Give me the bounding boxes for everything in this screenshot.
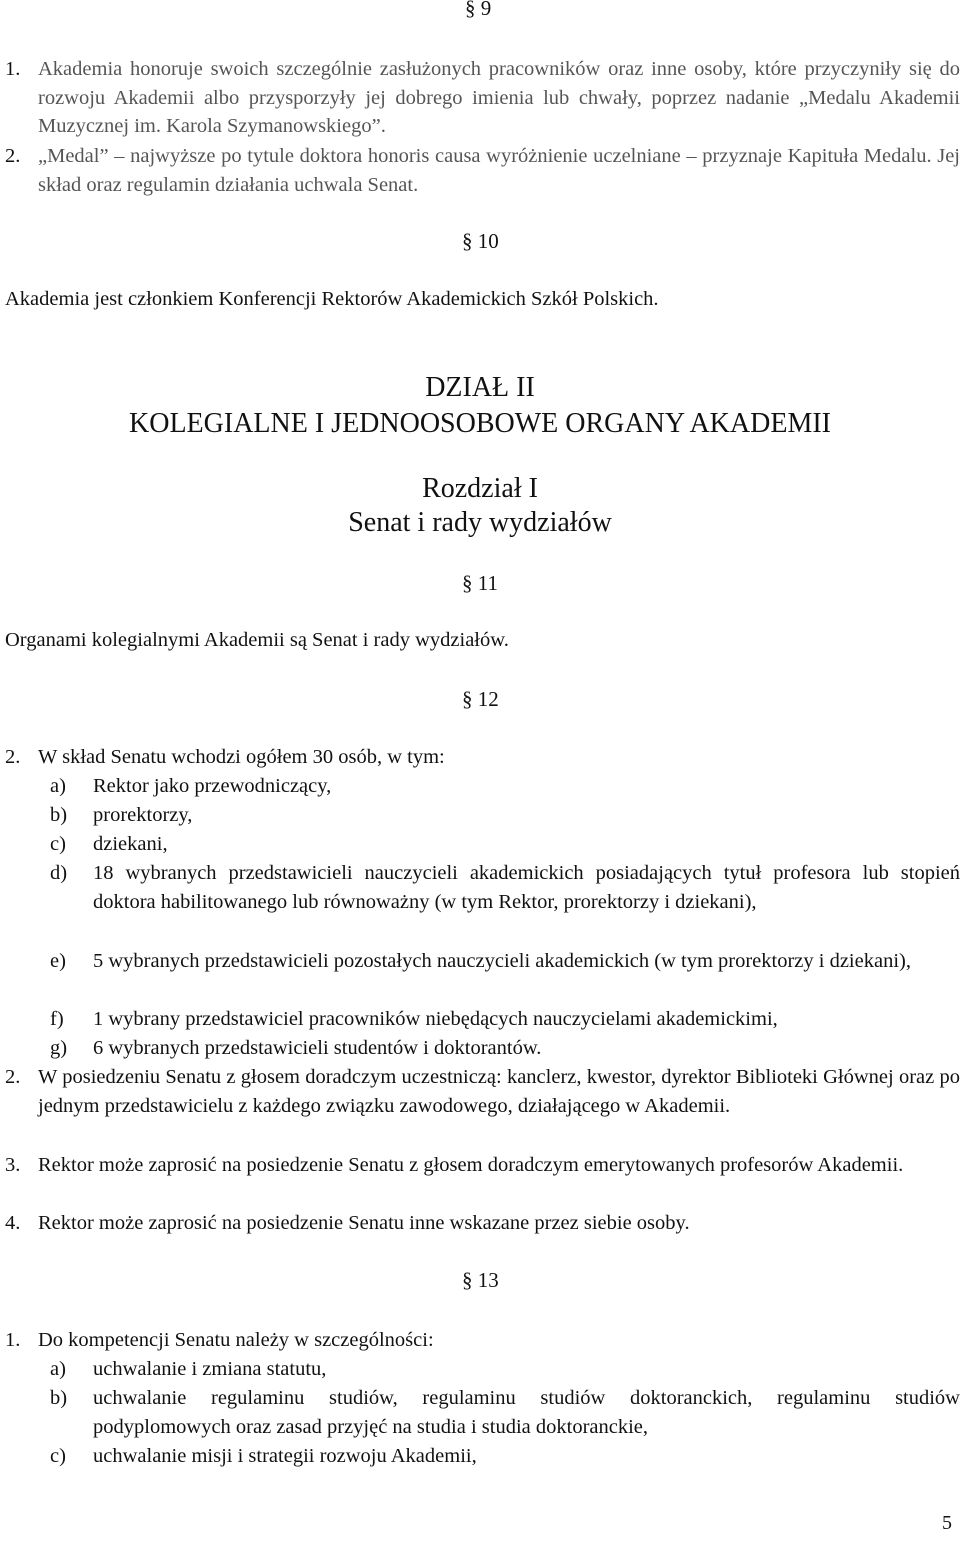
s12-sub-b bbox=[50, 801, 960, 830]
sub-label: a) bbox=[50, 1358, 66, 1380]
sub-text: uchwalanie i zmiana statutu, bbox=[93, 1358, 327, 1380]
s13-sub-a bbox=[50, 1355, 960, 1384]
item-number: 2. bbox=[5, 145, 21, 167]
s12-sub-f bbox=[50, 1005, 960, 1034]
section-12-heading: § 12 bbox=[462, 687, 499, 711]
sub-label: c) bbox=[50, 833, 66, 855]
sub-label: f) bbox=[50, 1008, 64, 1030]
item-text: W posiedzeniu Senatu z głosem doradczym uczestniczą: kanclerz, kwestor, dyrektor Biblioteki Głównej oraz po jednym przedstawicielu z każdego związku zawodowego, działającego w Akademii. bbox=[38, 1066, 960, 1117]
s13-sub-c bbox=[50, 1442, 960, 1471]
s9-item-1 bbox=[5, 55, 960, 141]
sub-label: e) bbox=[50, 950, 66, 972]
chapter-title: Senat i rady wydziałów bbox=[348, 507, 612, 538]
item-number: 3. bbox=[5, 1154, 21, 1176]
s12-sub-e bbox=[50, 947, 960, 976]
page-number: 5 bbox=[942, 1512, 952, 1534]
sub-text: uchwalanie misji i strategii rozwoju Akademii, bbox=[93, 1445, 477, 1467]
item-number: 1. bbox=[5, 58, 21, 80]
sub-text: 1 wybrany przedstawiciel pracowników niebędących nauczycielami akademickimi, bbox=[93, 1008, 778, 1030]
item-text: „Medal” – najwyższe po tytule doktora honoris causa wyróżnienie uczelniane – przyznaje Kapituła Medalu. Jej skład oraz regulamin działania uchwala Senat. bbox=[38, 145, 960, 196]
s12-item-3 bbox=[5, 1151, 960, 1180]
s12-sub-d bbox=[50, 859, 960, 917]
section-13-heading: § 13 bbox=[462, 1268, 499, 1292]
sub-label: b) bbox=[50, 804, 68, 826]
section-9-heading: § 9 bbox=[465, 0, 492, 20]
item-number: 2. bbox=[5, 1066, 21, 1088]
section-10-heading: § 10 bbox=[462, 229, 499, 253]
s12-sub-g bbox=[50, 1034, 960, 1063]
chapter-label: Rozdział I bbox=[422, 473, 538, 504]
sub-text: prorektorzy, bbox=[93, 804, 193, 826]
sub-text: Rektor jako przewodniczący, bbox=[93, 775, 332, 797]
s12-sub-a bbox=[50, 772, 960, 801]
s10-paragraph: Akademia jest członkiem Konferencji Rektorów Akademickich Szkół Polskich. bbox=[5, 288, 659, 310]
sub-text: 5 wybranych przedstawicieli pozostałych nauczycieli akademickich (w tym prorektorzy i dziekani), bbox=[93, 950, 911, 972]
sub-text: uchwalanie regulaminu studiów, regulaminu studiów doktoranckich, regulaminu studiów podyplomowych oraz zasad przyjęć na studia i studia doktoranckie, bbox=[93, 1387, 960, 1438]
s12-item-4 bbox=[5, 1209, 960, 1238]
s12-sub-c bbox=[50, 830, 960, 859]
s13-item-1 bbox=[5, 1326, 960, 1355]
sub-text: 6 wybranych przedstawicieli studentów i doktorantów. bbox=[93, 1037, 542, 1059]
s11-paragraph: Organami kolegialnymi Akademii są Senat i rady wydziałów. bbox=[5, 629, 509, 651]
s9-item-2 bbox=[5, 142, 960, 199]
item-number: 2. bbox=[5, 746, 21, 768]
sub-label: b) bbox=[50, 1387, 68, 1409]
s13-sub-b bbox=[50, 1384, 960, 1442]
item-number: 1. bbox=[5, 1329, 21, 1351]
item-text: W skład Senatu wchodzi ogółem 30 osób, w tym: bbox=[38, 746, 445, 768]
s12-item-2 bbox=[5, 1063, 960, 1120]
item-text: Akademia honoruje swoich szczególnie zasłużonych pracowników oraz inne osoby, które przyczyniły się do rozwoju Akademii albo przysporzyły jej dobrego imienia lub chwały, poprzez nadanie „Medalu Akademii Muzycznej im. Karola Szymanowskiego”. bbox=[38, 58, 960, 138]
sub-text: 18 wybranych przedstawicieli nauczycieli akademickich posiadających tytuł profesora lub stopień doktora habilitowanego lub równoważny (w tym Rektor, prorektorzy i dziekani), bbox=[93, 862, 960, 913]
s12-item-1 bbox=[5, 743, 960, 772]
section-11-heading: § 11 bbox=[462, 571, 498, 595]
sub-label: a) bbox=[50, 775, 66, 797]
item-text: Do kompetencji Senatu należy w szczególności: bbox=[38, 1329, 434, 1351]
item-text: Rektor może zaprosić na posiedzenie Senatu z głosem doradczym emerytowanych profesorów Akademii. bbox=[38, 1154, 904, 1176]
sub-text: dziekani, bbox=[93, 833, 168, 855]
sub-label: d) bbox=[50, 862, 68, 884]
division-title: KOLEGIALNE I JEDNOOSOBOWE ORGANY AKADEMII bbox=[129, 408, 831, 439]
sub-label: c) bbox=[50, 1445, 66, 1467]
sub-label: g) bbox=[50, 1037, 68, 1059]
item-number: 4. bbox=[5, 1212, 21, 1234]
item-text: Rektor może zaprosić na posiedzenie Senatu inne wskazane przez siebie osoby. bbox=[38, 1212, 690, 1234]
division-label: DZIAŁ II bbox=[425, 372, 535, 403]
